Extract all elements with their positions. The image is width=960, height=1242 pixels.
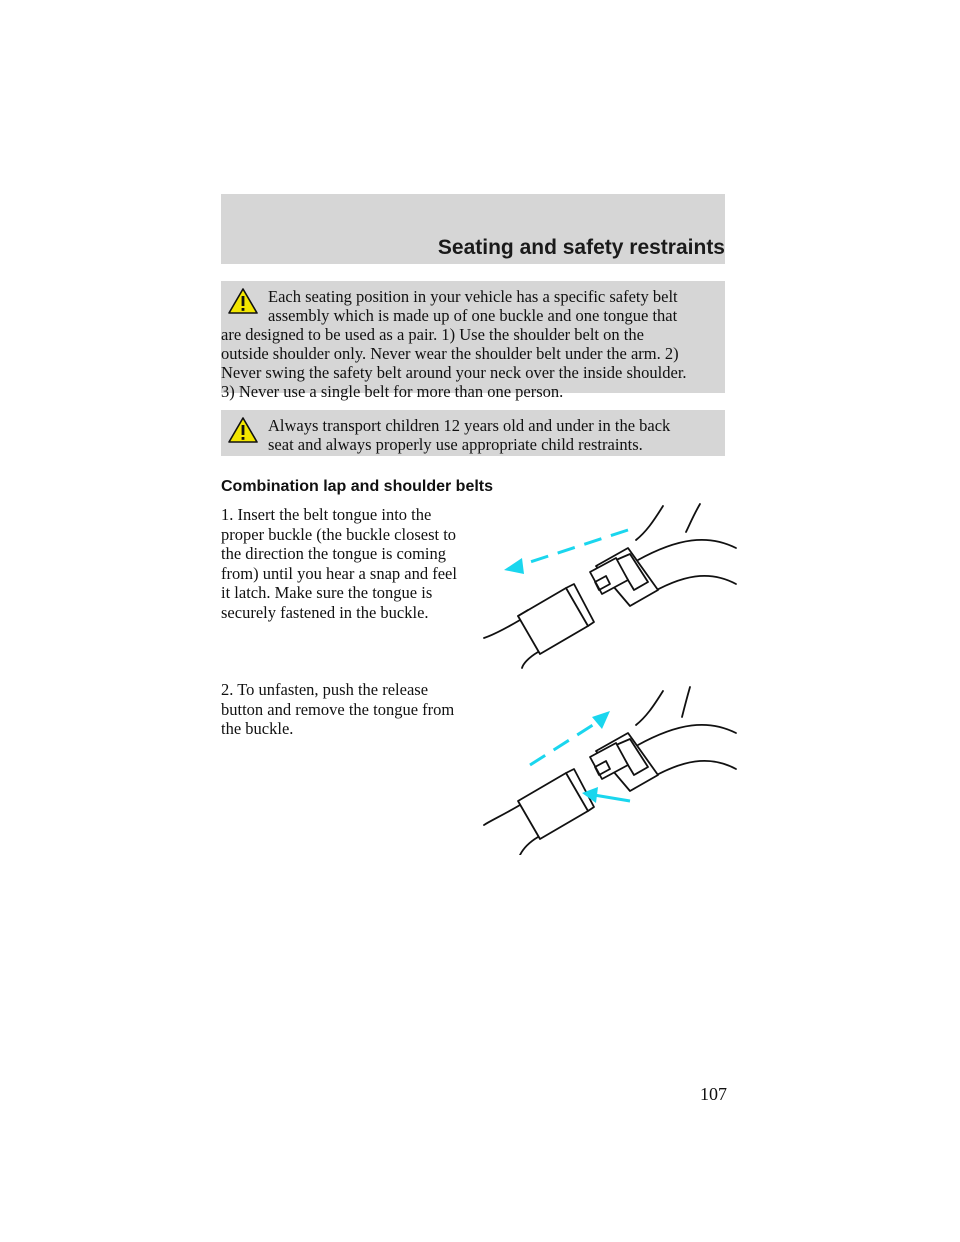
step-line: from) until you hear a snap and feel bbox=[221, 563, 457, 583]
step-line: 2. To unfasten, push the release bbox=[221, 680, 429, 699]
step-line: it latch. Make sure the tongue is bbox=[221, 583, 433, 602]
warning-line: assembly which is made up of one buckle and one tongue that bbox=[268, 306, 678, 325]
warning-line: outside shoulder only. Never wear the shoulder belt under the arm. 2) bbox=[221, 344, 679, 363]
warning-box-children bbox=[221, 410, 725, 456]
subsection-heading: Combination lap and shoulder belts bbox=[221, 478, 494, 495]
section-title: Seating and safety restraints bbox=[437, 236, 725, 259]
step-line: proper buckle (the buckle closest to bbox=[221, 524, 457, 544]
header-band bbox=[221, 194, 725, 264]
seatbelt-unfasten-illustration bbox=[478, 683, 738, 855]
warning-box-belt-assembly bbox=[221, 281, 725, 401]
page-number: 107 bbox=[700, 1084, 727, 1104]
step-line: the buckle. bbox=[221, 719, 294, 738]
step-2-text bbox=[221, 680, 483, 739]
warning-triangle-icon bbox=[227, 287, 259, 315]
warning-line: seat and always properly use appropriate child restraints. bbox=[268, 435, 643, 454]
step-line: button and remove the tongue from bbox=[221, 699, 455, 719]
step-line: securely fastened in the buckle. bbox=[221, 602, 429, 622]
warning-triangle-icon bbox=[227, 416, 259, 444]
warning-line: 3) Never use a single belt for more than one person. bbox=[221, 382, 564, 401]
warning-line: Always transport children 12 years old and under in the back bbox=[268, 416, 671, 435]
warning-line: Each seating position in your vehicle has a specific safety belt bbox=[268, 287, 678, 306]
step-1-text bbox=[221, 505, 483, 622]
step-line: the direction the tongue is coming bbox=[221, 544, 446, 563]
warning-line: are designed to be used as a pair. 1) Use the shoulder belt on the bbox=[221, 325, 644, 344]
step-line: 1. Insert the belt tongue into the bbox=[221, 505, 432, 524]
warning-line: Never swing the safety belt around your neck over the inside shoulder. bbox=[221, 363, 687, 382]
seatbelt-fasten-illustration bbox=[478, 498, 738, 670]
